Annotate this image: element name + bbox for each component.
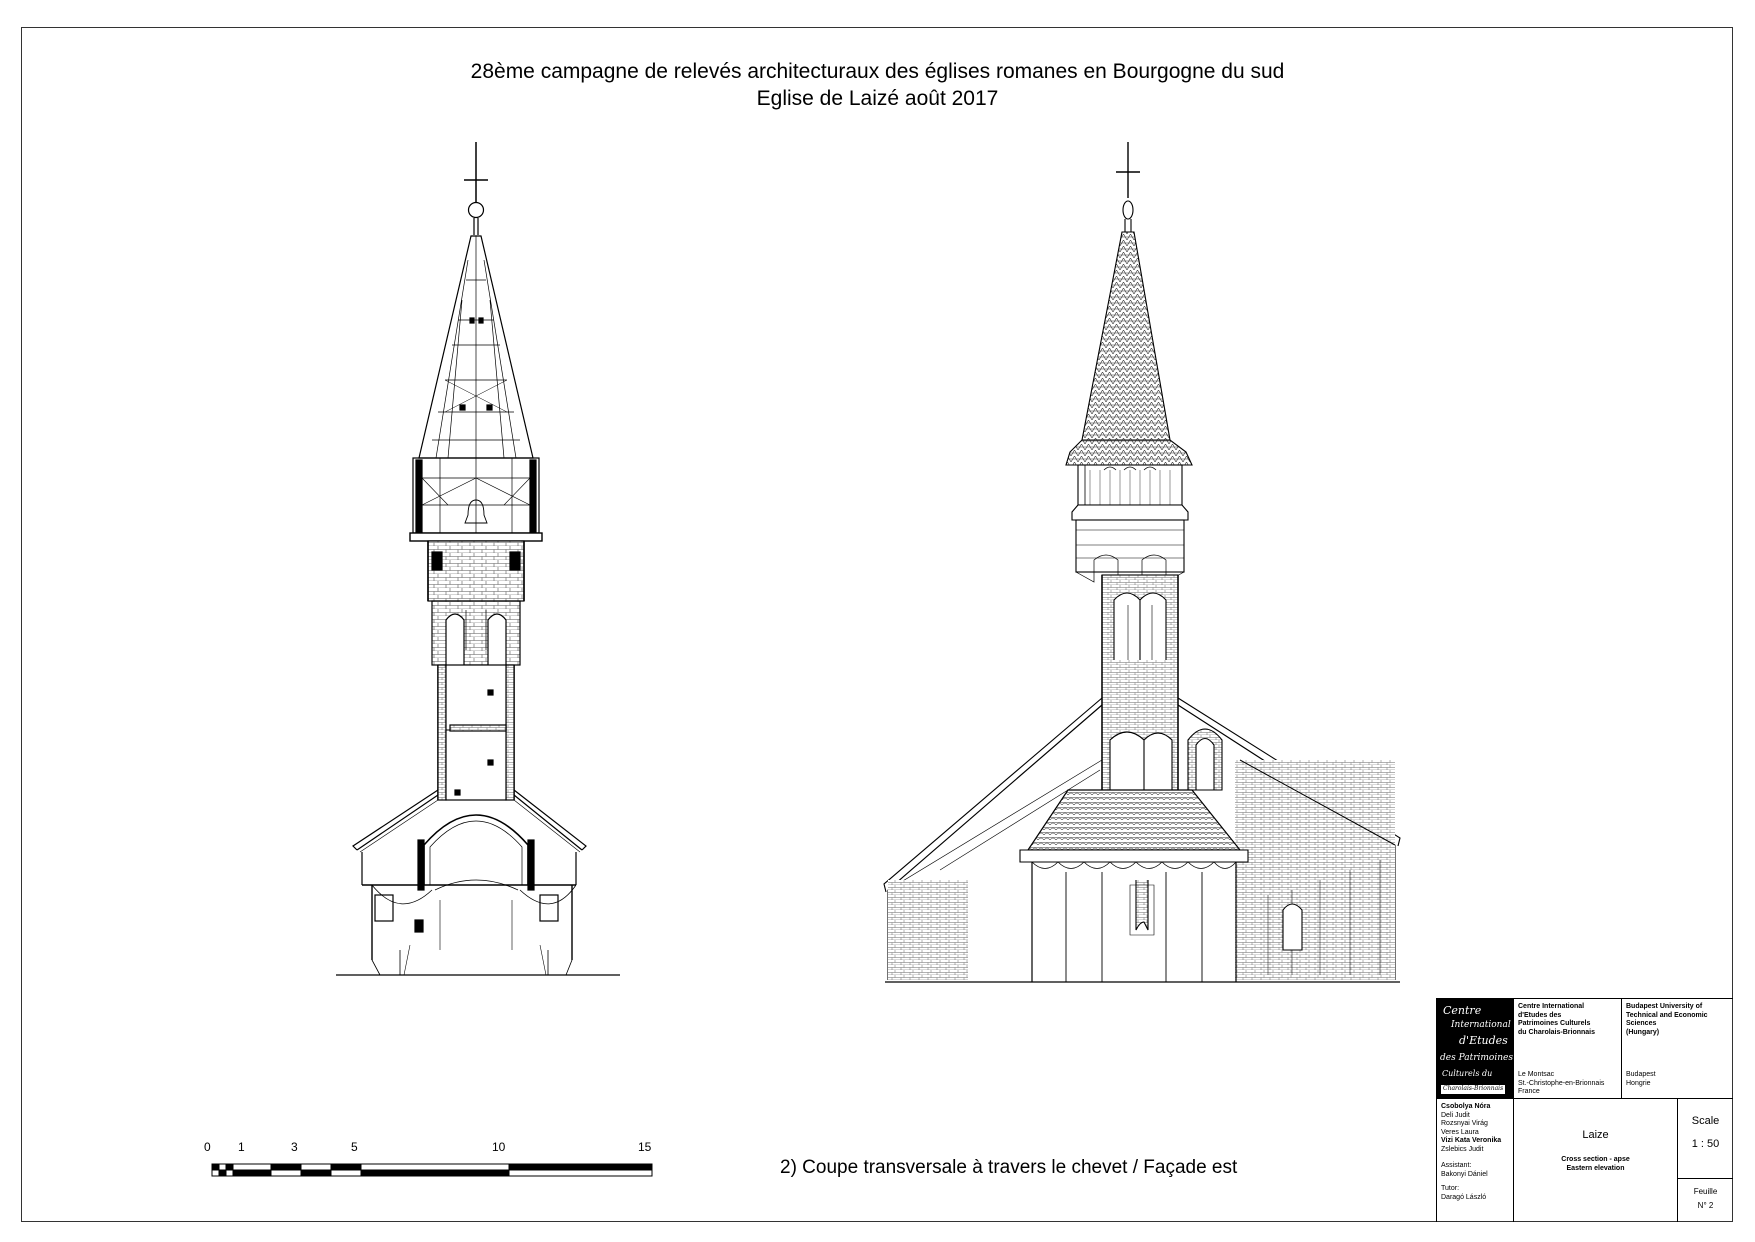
sheet-subtitle: Eglise de Laizé août 2017 (756, 87, 999, 110)
eastern-elevation-drawing (884, 142, 1400, 982)
org-centre-cell: Centre International d'Etudes des Patrimoines Culturels du Charolais-Brionnais Le Montsac St.-Christophe-en-Brionnais France (1513, 998, 1621, 1098)
sheet-number: N° 2 (1697, 1201, 1714, 1210)
centre-logo: Centre International d'Etudes des Patrimoines Culturels du Charolais-Brionnais (1436, 998, 1513, 1098)
scale-cell: Scale 1 : 50 (1677, 1098, 1733, 1178)
sheet-title: 28ème campagne de relevés architecturaux des églises romanes en Bourgogne du sud (470, 60, 1285, 83)
site-name: Laize (1582, 1129, 1609, 1141)
title-block (1436, 998, 1733, 1222)
scale-label-0: 0 (204, 1140, 211, 1154)
scale-label-1: 1 (238, 1140, 245, 1154)
scale-value: 1 : 50 (1691, 1138, 1720, 1150)
cross-section-drawing (336, 142, 620, 975)
graphic-scale-bar (212, 1164, 652, 1176)
scale-label-3: 3 (291, 1140, 298, 1154)
sheet-cell: Feuille N° 2 (1677, 1178, 1733, 1222)
org-university-cell: Budapest University of Technical and Economic Sciences (Hungary) Budapest Hongrie (1621, 998, 1733, 1098)
drawing-caption: 2) Coupe transversale à travers le chevet / Façade est (780, 1157, 1238, 1178)
scale-label-5: 5 (351, 1140, 358, 1154)
drawing-title-cell: Laize Cross section - apse Eastern elevation (1513, 1098, 1677, 1222)
scale-label-10: 10 (492, 1140, 506, 1154)
team-cell: Csobolya Nóra Deli Judit Rozsnyai Virág Veres Laura Vizi Kata Veronika Zslebics Judit Assistant: Bakonyi Dániel Tutor: Daragó László (1436, 1098, 1513, 1222)
scale-label-15: 15 (638, 1140, 652, 1154)
